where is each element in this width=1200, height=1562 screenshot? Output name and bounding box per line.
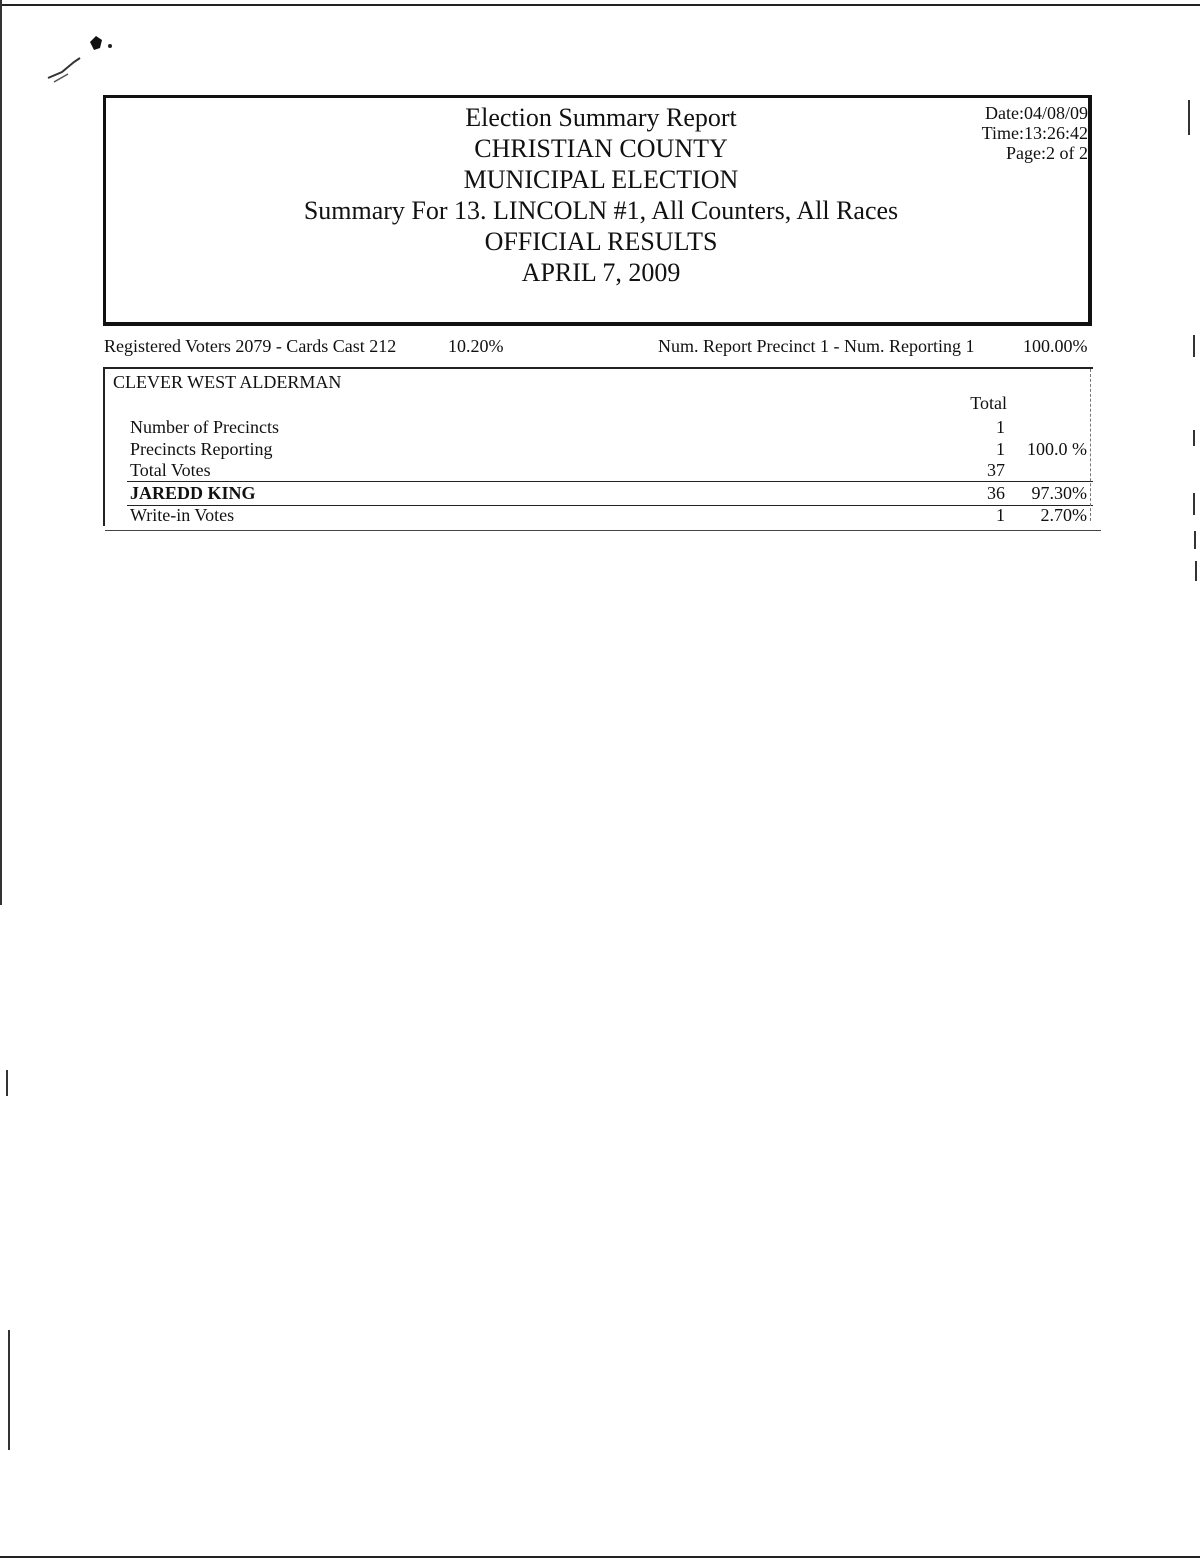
scan-right-edge-mark [1194,531,1196,549]
scan-right-edge-mark [1195,561,1197,581]
scan-left-edge-mark [6,1070,8,1096]
scan-right-edge-mark [1193,493,1195,515]
report-page: Page:2 of 2 [1006,143,1088,163]
precincts-reporting-summary: Num. Report Precinct 1 - Num. Reporting 1 [658,336,975,356]
total-votes-divider [127,481,1093,482]
registered-voters: Registered Voters 2079 - Cards Cast 212 [104,336,397,356]
reporting-percent: 100.00% [1023,336,1088,356]
table-row [105,505,1093,527]
election-date: APRIL 7, 2009 [521,258,681,287]
race-results-box [103,367,1093,526]
report-date: Date:04/08/09 [985,103,1088,123]
table-row [105,460,1093,482]
row-percent: 100.0 % [1027,439,1087,459]
candidate-name: JAREDD KING [130,483,256,503]
row-label: Precincts Reporting [130,439,273,459]
row-total: 1 [996,439,1005,459]
row-percent: 97.30% [1031,483,1087,503]
row-label: Write-in Votes [130,505,235,525]
report-header-box [103,95,1092,326]
table-row [105,439,1093,461]
row-total: 1 [996,417,1005,437]
row-label: Total Votes [130,460,211,480]
report-meta [982,103,1088,163]
report-title: Election Summary Report [465,103,737,132]
table-row [105,483,1093,505]
total-column-header: Total [970,393,1007,413]
row-total: 1 [996,505,1005,525]
summary-for: Summary For 13. LINCOLN #1, All Counters, All Races [303,196,899,225]
race-box-right-border [1090,369,1092,521]
race-title: CLEVER WEST ALDERMAN [113,372,342,392]
row-total: 36 [987,483,1005,503]
row-total: 37 [987,460,1005,480]
ink-smudge-mark [40,32,120,92]
row-label: Number of Precincts [130,417,279,437]
election-name: MUNICIPAL ELECTION [463,165,739,194]
scan-right-edge-mark [1193,335,1195,357]
report-time: Time:13:26:42 [981,123,1088,143]
scan-top-edge [0,4,1200,6]
cards-cast-percent: 10.20% [448,336,504,356]
results-status: OFFICIAL RESULTS [484,227,718,256]
scan-right-edge-mark [1193,430,1195,446]
row-percent: 2.70% [1040,505,1087,525]
scan-right-edge-mark [1188,100,1190,135]
table-row [105,417,1093,439]
report-header-lines [106,102,1096,288]
scan-left-edge-mark [8,1330,10,1450]
county-name: CHRISTIAN COUNTY [474,134,728,163]
scan-left-edge-mark [0,0,2,905]
scan-bottom-edge [0,1556,1200,1558]
